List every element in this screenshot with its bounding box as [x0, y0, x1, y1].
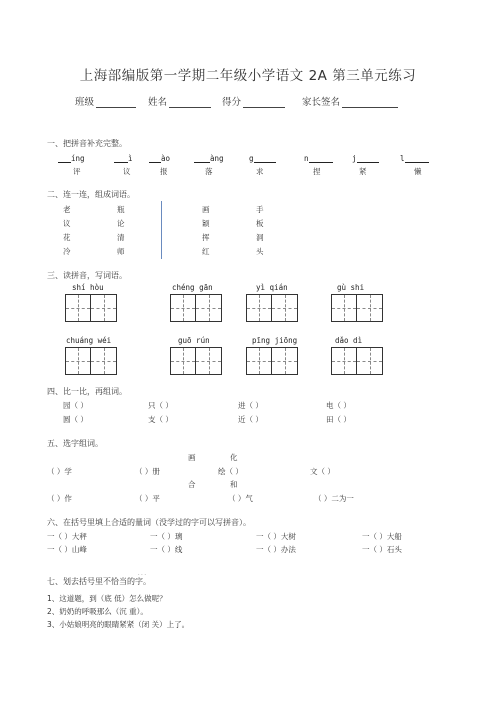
class-label: 班级 — [75, 97, 95, 108]
measure-item: 一（ ）石头 — [362, 545, 402, 554]
pinyin-blank: l — [400, 153, 429, 163]
char: 紧 — [359, 167, 367, 176]
char: 评 — [73, 167, 81, 176]
section7-heading: 七、划去括号里不恰当的字。 — [47, 577, 151, 586]
left-char: 议 — [63, 219, 71, 228]
writing-grid[interactable] — [65, 294, 117, 322]
pinyin-blank: íng — [58, 153, 85, 163]
fill-item: （ ）作 — [47, 494, 72, 503]
compare-item: 园（ ） — [63, 401, 88, 410]
pinyin-prompt: guō rún — [178, 336, 210, 345]
measure-item: 一（ ）山峰 — [47, 545, 87, 554]
right-char: 头 — [256, 247, 264, 256]
writing-grid[interactable] — [170, 347, 222, 375]
left-char: 冷 — [63, 247, 71, 256]
compare-item: 圆（ ） — [63, 415, 88, 424]
left-char: 老 — [63, 205, 71, 214]
fill-item: 文（ ） — [310, 467, 335, 476]
section3-heading: 三、读拼音，写词语。 — [47, 271, 127, 280]
compare-item: 进（ ） — [238, 401, 263, 410]
compare-item: 田（ ） — [326, 415, 351, 424]
right-char: 颖 — [202, 219, 210, 228]
char: 报 — [160, 167, 168, 176]
class-field — [75, 94, 136, 108]
measure-item: 一（ ）大船 — [362, 532, 402, 541]
section2-heading: 二、连一连，组成词语。 — [47, 190, 135, 199]
left-char: 瓶 — [117, 205, 125, 214]
fill-item: （ ）气 — [228, 494, 253, 503]
char: 捏 — [313, 167, 321, 176]
measure-item: 一（ ）办法 — [256, 545, 296, 554]
right-char: 手 — [256, 205, 264, 214]
pinyin-prompt: chéng gān — [172, 283, 213, 292]
left-char: 论 — [117, 219, 125, 228]
page-title: 上海部编版第一学期二年级小学语文 2A 第三单元练习 — [79, 68, 417, 84]
writing-grid[interactable] — [246, 347, 298, 375]
fill-item: （ ）册 — [135, 467, 160, 476]
measure-item: 一（ ）璃 — [150, 532, 183, 541]
fill-item: （ ）平 — [135, 494, 160, 503]
section6-heading: 六、在括号里填上合适的量词（没学过的字可以写拼音）。 — [47, 518, 251, 527]
pinyin-prompt: shí hòu — [72, 283, 104, 292]
pinyin-prompt: chuáng wéi — [66, 336, 112, 345]
compare-item: 电（ ） — [326, 401, 351, 410]
writing-grid[interactable] — [331, 347, 383, 375]
fill-item: （ ）二为一 — [314, 494, 354, 503]
right-char: 洞 — [256, 233, 264, 242]
measure-item: 一（ ）大秤 — [47, 532, 87, 541]
section5-heading: 五、选字组词。 — [47, 439, 103, 448]
choice-char: 和 — [230, 480, 238, 489]
parent-sign-label: 家长签名 — [302, 97, 341, 108]
section1-heading: 一、把拼音补充完整。 — [47, 139, 127, 148]
left-char: 师 — [117, 247, 125, 256]
name-label: 姓名 — [148, 97, 168, 108]
measure-item: 一（ ）线 — [150, 545, 183, 554]
writing-grid[interactable] — [170, 294, 222, 322]
right-char: 红 — [202, 247, 210, 256]
writing-grid[interactable] — [246, 294, 298, 322]
connect-line — [161, 201, 162, 259]
right-char: 挥 — [202, 233, 210, 242]
pinyin-prompt: dǎo dì — [335, 336, 363, 345]
pinyin-prompt: yì qián — [256, 283, 288, 292]
char: 议 — [123, 167, 131, 176]
choice-char: 化 — [230, 453, 238, 462]
sentence-item: 3、小姑娘明亮的眼睛紧紧（闭 关）上了。 — [47, 620, 190, 629]
score-label: 得分 — [222, 97, 242, 108]
compare-item: 只（ ） — [148, 401, 173, 410]
char: 落 — [205, 167, 213, 176]
pinyin-blank: n — [304, 153, 333, 163]
measure-item: 一（ ）大树 — [256, 532, 296, 541]
right-char: 板 — [256, 219, 264, 228]
writing-grid[interactable] — [65, 347, 117, 375]
char: 求 — [256, 167, 264, 176]
pinyin-blank: ì — [114, 153, 133, 163]
parent-sign-field — [302, 94, 398, 108]
pinyin-prompt: pīng jiōng — [252, 336, 298, 345]
fill-item: （ ）学 — [47, 467, 72, 476]
fill-item: 绘（ ） — [218, 467, 243, 476]
writing-grid[interactable] — [331, 294, 383, 322]
sentence-item: 1、这道题，到（底 低）怎么做呢？ — [47, 594, 167, 603]
pinyin-blank: àng — [194, 153, 224, 163]
left-char: 清 — [117, 233, 125, 242]
name-field — [148, 94, 211, 108]
left-char: 花 — [63, 233, 71, 242]
char: 懒 — [414, 167, 422, 176]
emphasis-dots: · · · — [138, 572, 146, 578]
sentence-item: 2、奶奶的呼吸那么（沉 重）。 — [47, 607, 148, 616]
choice-char: 画 — [188, 453, 196, 462]
pinyin-blank: g — [249, 153, 276, 163]
pinyin-prompt: gù shi — [337, 283, 365, 292]
section4-heading: 四、比一比，再组词。 — [47, 387, 127, 396]
pinyin-blank: ào — [149, 153, 170, 163]
compare-item: 近（ ） — [238, 415, 263, 424]
compare-item: 支（ ） — [148, 415, 173, 424]
pinyin-blank: j — [352, 153, 379, 163]
right-char: 画 — [202, 205, 210, 214]
score-field — [222, 94, 285, 108]
choice-char: 合 — [188, 480, 196, 489]
